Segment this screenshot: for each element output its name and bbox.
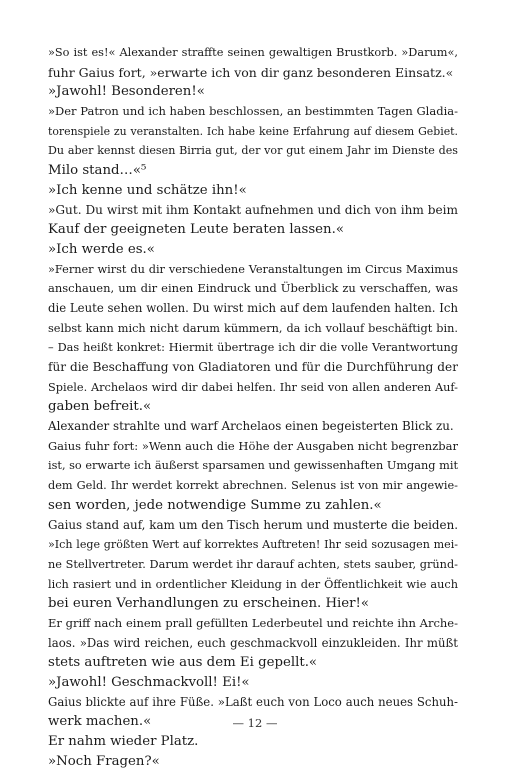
text-line: gaben befreit.«	[48, 399, 152, 415]
text-line: die Leute sehen wollen. Du wirst mich auf dem laufenden halten. Ich	[48, 300, 458, 315]
text-line: anschauen, um dir einen Eindruck und Überblick zu verschaffen, was	[48, 281, 458, 296]
text-line: Du aber kennst diesen Birria gut, der vor gut einem Jahr im Dienste des	[48, 144, 458, 158]
text-line: sen worden, jede notwendige Summe zu zahlen.«	[48, 497, 382, 513]
text-line: »Der Patron und ich haben beschlossen, an bestimmten Tagen Gladia-	[48, 104, 458, 119]
text-line: Gaius stand auf, kam um den Tisch herum und musterte die beiden.	[48, 517, 458, 532]
text-line: ist, so erwarte ich äußerst sparsamen und gewissenhaften Umgang mit	[48, 459, 458, 473]
text-line: stets auftreten wie aus dem Ei gepellt.«	[48, 655, 318, 671]
text-line: »Ich werde es.«	[48, 241, 155, 257]
text-line: für die Beschaffung von Gladiatoren und für die Durchführung der	[48, 360, 458, 374]
text-line: Er griff nach einem prall gefüllten Lederbeutel und reichte ihn Arche-	[48, 615, 458, 630]
text-line: – Das heißt konkret: Hiermit übertrage ich dir die volle Verantwortung	[48, 341, 458, 355]
text-line: laos. »Das wird reichen, euch geschmackvoll einzukleiden. Ihr müßt	[48, 635, 458, 650]
text-line: »Jawohl! Geschmackvoll! Ei!«	[48, 675, 250, 690]
text-line: selbst kann mich nicht darum kümmern, da ich vollauf beschäftigt bin.	[48, 321, 458, 335]
text-line: Er nahm wieder Platz.	[48, 734, 199, 750]
text-line: »Jawohl! Besonderen!«	[48, 84, 205, 100]
text-line: Milo stand…«⁵	[48, 163, 147, 179]
page-number: — 12 —	[232, 716, 278, 730]
text-line: »Ich kenne und schätze ihn!«	[48, 182, 247, 198]
text-line: Alexander strahlte und warf Archelaos einen begeisterten Blick zu.	[48, 419, 454, 434]
text-line: Kauf der geeigneten Leute beraten lassen.«	[48, 222, 344, 238]
text-line: werk machen.«	[48, 714, 152, 730]
text-line: »Ferner wirst du dir verschiedene Veranstaltungen im Circus Maximus	[48, 262, 458, 276]
text-line: bei euren Verhandlungen zu erscheinen. Hier!«	[48, 596, 370, 612]
text-line: fuhr Gaius fort, »erwarte ich von dir ganz besonderen Einsatz.«	[48, 64, 454, 80]
text-line: »So ist es!« Alexander straffte seinen gewaltigen Brustkorb. »Darum«,	[48, 46, 458, 59]
text-line: torenspiele zu veranstalten. Ich habe keine Erfahrung auf diesem Gebiet.	[48, 124, 458, 138]
text-line: »Gut. Du wirst mit ihm Kontakt aufnehmen und dich von ihm beim	[48, 202, 458, 217]
text-line: Spiele. Archelaos wird dir dabei helfen. Ihr seid von allen anderen Auf-	[48, 380, 458, 394]
body-text	[48, 43, 458, 771]
text-line: »Noch Fragen?«	[48, 753, 160, 769]
text-line: »Ich lege größten Wert auf korrektes Auftreten! Ihr seid sozusagen mei-	[48, 538, 458, 552]
text-line: ne Stellvertreter. Darum werdet ihr darauf achten, stets sauber, gründ-	[48, 557, 458, 571]
text-line: dem Geld. Ihr werdet korrekt abrechnen. Selenus ist von mir angewie-	[48, 479, 458, 493]
text-line: Gaius fuhr fort: »Wenn auch die Höhe der Ausgaben nicht begrenzbar	[48, 438, 458, 453]
text-line: Gaius blickte auf ihre Füße. »Laßt euch von Loco auch neues Schuh-	[48, 694, 458, 709]
text-line: lich rasiert und in ordentlicher Kleidung in der Öffentlichkeit wie auch	[48, 577, 458, 591]
